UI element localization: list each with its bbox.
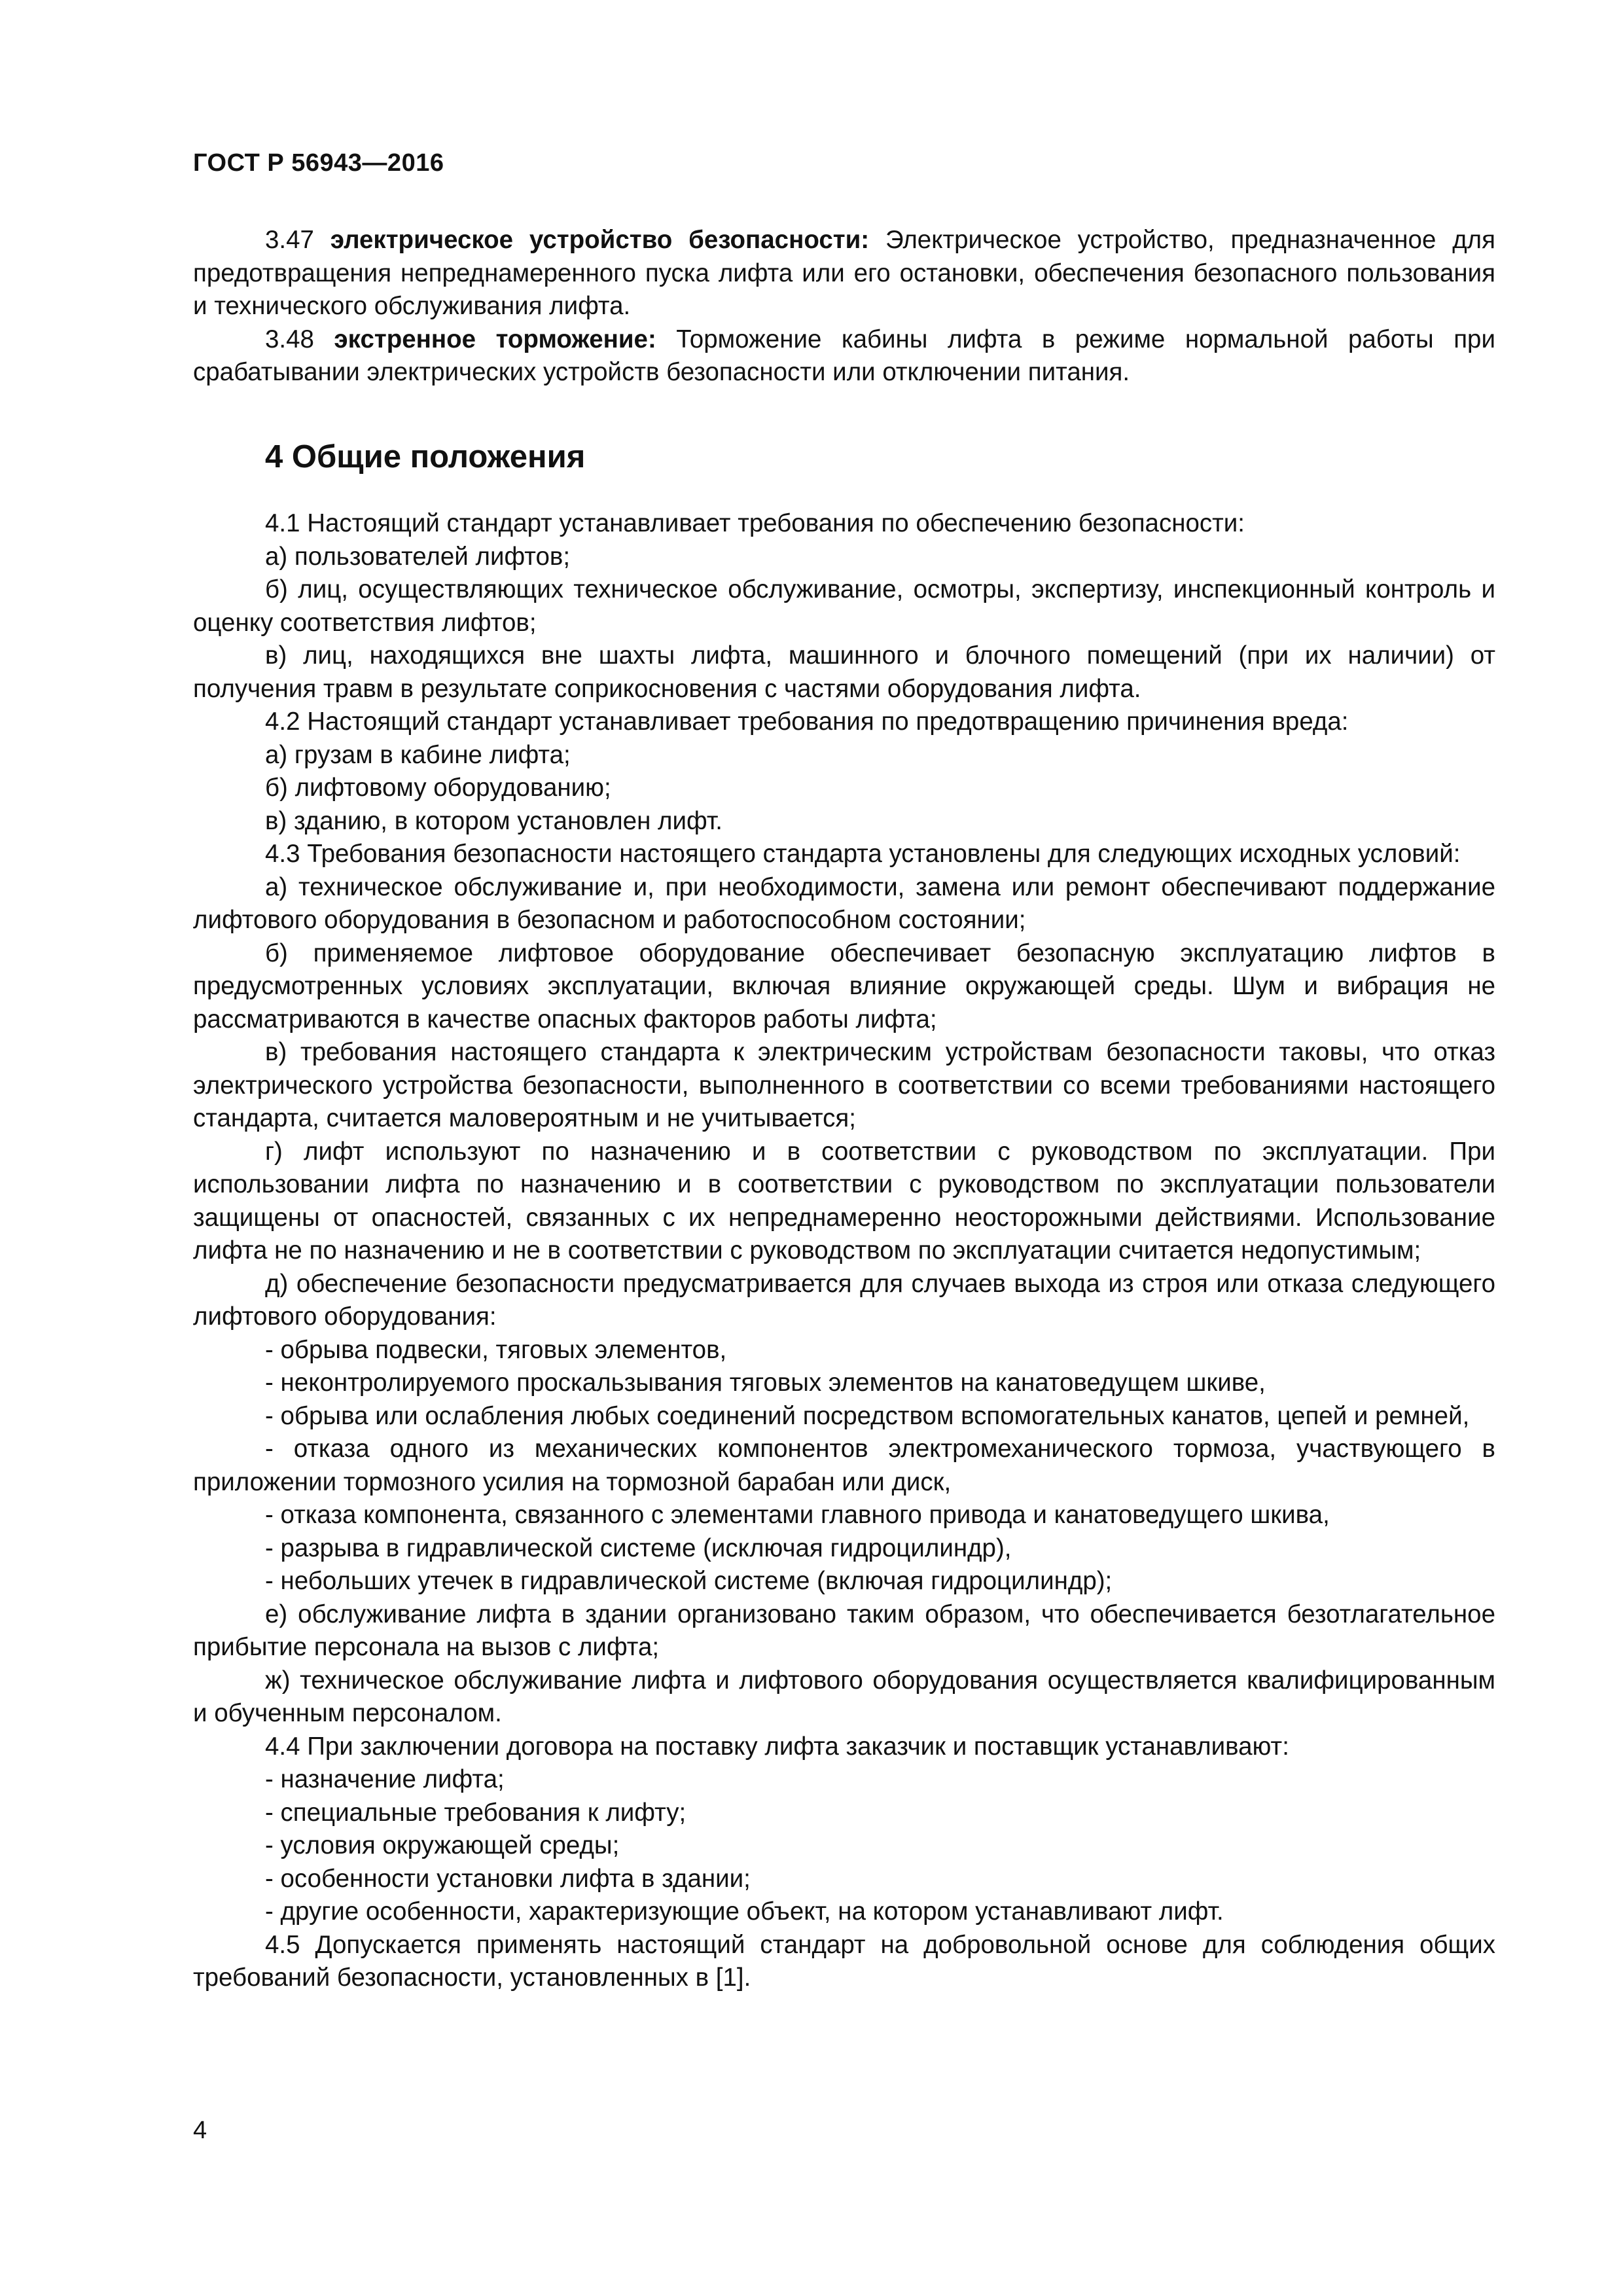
paragraph: 4.4 При заключении договора на поставку лифта заказчик и поставщик устанавливают: bbox=[265, 1732, 1289, 1761]
dash-item: - разрыва в гидравлической системе (исключая гидроцилиндр), bbox=[265, 1534, 1012, 1562]
dash-item: - другие особенности, характеризующие объект, на котором устанавливают лифт. bbox=[265, 1897, 1224, 1926]
dash-item: - отказа компонента, связанного с элементами главного привода и канатоведущего шкива, bbox=[265, 1501, 1330, 1529]
section-body bbox=[193, 507, 1495, 1995]
definition-text: Торможение кабины лифта в режиме нормальной работы при срабатывании электрических устройств безопасности или отключении питания. bbox=[193, 325, 1495, 386]
dash-item: - специальные требования к лифту; bbox=[265, 1798, 687, 1827]
list-item: а) грузам в кабине лифта; bbox=[265, 740, 571, 769]
dash-item: - назначение лифта; bbox=[265, 1765, 505, 1793]
list-item: б) лифтовому оборудованию; bbox=[265, 774, 611, 802]
definition-3-48 bbox=[193, 323, 1495, 389]
dash-item: - обрыва или ослабления любых соединений посредством вспомогательных канатов, цепей и ремней, bbox=[265, 1401, 1470, 1430]
dash-item: - условия окружающей среды; bbox=[265, 1831, 620, 1859]
paragraph: 4.1 Настоящий стандарт устанавливает требования по обеспечению безопасности: bbox=[265, 509, 1245, 537]
list-item: а) пользователей лифтов; bbox=[265, 542, 571, 571]
dash-item: - отказа одного из механических компонентов электромеханического тормоза, участвующего в приложении тормозного усилия на тормозной барабан или диск, bbox=[193, 1435, 1495, 1496]
document-header: ГОСТ Р 56943—2016 bbox=[193, 149, 444, 177]
list-item: б) лиц, осуществляющих техническое обслуживание, осмотры, экспертизу, инспекционный контроль и оценку соответствия лифтов; bbox=[193, 575, 1495, 637]
paragraph: 4.3 Требования безопасности настоящего стандарта установлены для следующих исходных условий: bbox=[265, 840, 1461, 868]
dash-item: - неконтролируемого проскальзывания тяговых элементов на канатоведущем шкиве, bbox=[265, 1369, 1266, 1397]
definition-term: электрическое устройство безопасности: bbox=[330, 226, 870, 254]
paragraph: 4.2 Настоящий стандарт устанавливает требования по предотвращению причинения вреда: bbox=[265, 708, 1349, 736]
list-item: б) применяемое лифтовое оборудование обеспечивает безопасную эксплуатацию лифтов в предусмотренных условиях эксплуатации, включая влияние окружающей среды. Шум и вибрация не рассматриваются в качестве опасных факторов работы лифта; bbox=[193, 939, 1495, 1033]
definition-term: экстренное торможение: bbox=[334, 325, 656, 353]
dash-item: - особенности установки лифта в здании; bbox=[265, 1864, 751, 1893]
dash-item: - обрыва подвески, тяговых элементов, bbox=[265, 1335, 727, 1364]
list-item: ж) техническое обслуживание лифта и лифтового оборудования осуществляется квалифицированным и обученным персоналом. bbox=[193, 1666, 1495, 1727]
list-item: в) требования настоящего стандарта к электрическим устройствам безопасности таковы, что отказ электрического устройства безопасности, выполненного в соответствии со всеми требованиями настоящего стандарта, считается маловероятным и не учитывается; bbox=[193, 1038, 1495, 1132]
list-item: д) обеспечение безопасности предусматривается для случаев выхода из строя или отказа следующего лифтового оборудования: bbox=[193, 1269, 1495, 1331]
definition-text: Электрическое устройство, предназначенное для предотвращения непреднамеренного пуска лифта или его остановки, обеспечения безопасного пользования и технического обслуживания лифта. bbox=[193, 226, 1495, 320]
definitions-block bbox=[193, 224, 1495, 389]
definition-number: 3.47 bbox=[265, 226, 330, 254]
list-item: е) обслуживание лифта в здании организовано таким образом, что обеспечивается безотлагательное прибытие персонала на вызов с лифта; bbox=[193, 1600, 1495, 1661]
paragraph: 4.5 Допускается применять настоящий стандарт на добровольной основе для соблюдения общих требований безопасности, установленных в [1]. bbox=[193, 1930, 1495, 1992]
definition-3-47 bbox=[193, 224, 1495, 323]
section-title: 4 Общие положения bbox=[265, 439, 586, 475]
list-item: а) техническое обслуживание и, при необходимости, замена или ремонт обеспечивают поддержание лифтового оборудования в безопасном и работоспособном состоянии; bbox=[193, 872, 1495, 934]
list-item: г) лифт используют по назначению и в соответствии с руководством по эксплуатации. При использовании лифта по назначению и в соответствии с руководством по эксплуатации пользователи защищены от опасностей, связанных с их непреднамеренно неосторожными действиями. Использование лифта не по назначению и не в соответствии с руководством по эксплуатации считается недопустимым; bbox=[193, 1137, 1495, 1265]
dash-item: - небольших утечек в гидравлической системе (включая гидроцилиндр); bbox=[265, 1567, 1113, 1595]
list-item: в) зданию, в котором установлен лифт. bbox=[265, 806, 722, 835]
definition-number: 3.48 bbox=[265, 325, 334, 353]
page-number: 4 bbox=[193, 2117, 207, 2144]
list-item: в) лиц, находящихся вне шахты лифта, машинного и блочного помещений (при их наличии) от получения травм в результате соприкосновения с частями оборудования лифта. bbox=[193, 641, 1495, 703]
